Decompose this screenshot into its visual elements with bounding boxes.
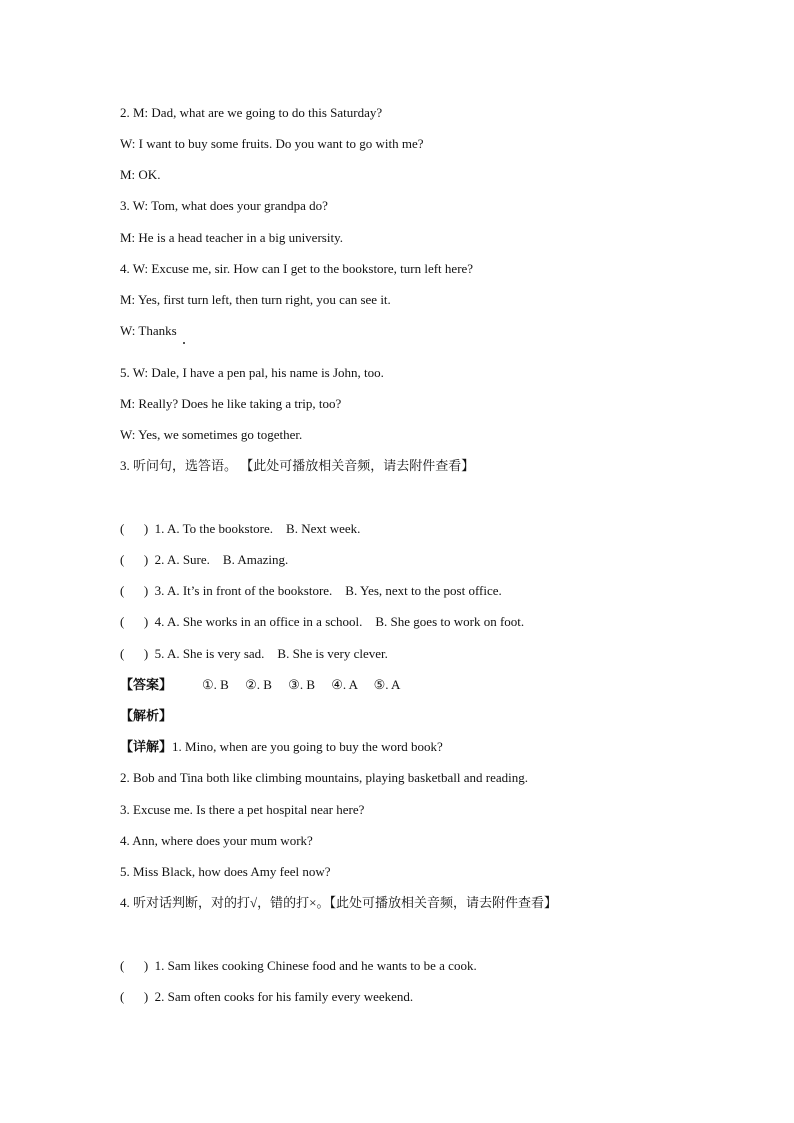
analysis-label: 【解析】	[120, 708, 173, 723]
stray-mark	[183, 342, 185, 344]
detail-line: 1. Mino, when are you going to buy the word book?	[172, 739, 443, 754]
question-item: ( ) 1. A. To the bookstore. B. Next week.	[120, 521, 361, 536]
section-3-heading: 3. 听问句，选答语。 【此处可播放相关音频，请去附件查看】	[120, 458, 475, 473]
dialogue-line: M: He is a head teacher in a big university.	[120, 230, 343, 245]
dialogue-line: 2. M: Dad, what are we going to do this Saturday?	[120, 105, 383, 120]
dialogue-line: W: I want to buy some fruits. Do you want to go with me?	[120, 136, 424, 151]
dialogue-line: 4. W: Excuse me, sir. How can I get to the bookstore, turn left here?	[120, 261, 474, 276]
detail-line: 3. Excuse me. Is there a pet hospital near here?	[120, 802, 365, 817]
dialogue-line: M: OK.	[120, 167, 161, 182]
detail-line: 2. Bob and Tina both like climbing mountains, playing basketball and reading.	[120, 770, 529, 785]
dialogue-line: W: Yes, we sometimes go together.	[120, 427, 303, 442]
section-4-heading: 4. 听对话判断，对的打√，错的打×。【此处可播放相关音频，请去附件查看】	[120, 895, 557, 910]
dialogue-line: 3. W: Tom, what does your grandpa do?	[120, 198, 328, 213]
question-item: ( ) 2. Sam often cooks for his family every weekend.	[120, 989, 414, 1004]
detail-row	[120, 739, 443, 755]
detail-line: 4. Ann, where does your mum work?	[120, 833, 313, 848]
answer-values: ①. B ②. B ③. B ④. A ⑤. A	[202, 677, 401, 692]
question-item: ( ) 5. A. She is very sad. B. She is very clever.	[120, 646, 388, 661]
question-item: ( ) 2. A. Sure. B. Amazing.	[120, 552, 289, 567]
dialogue-line: W: Thanks	[120, 323, 177, 338]
detail-label: 【详解】	[120, 739, 173, 754]
answer-row	[120, 677, 400, 693]
question-item: ( ) 1. Sam likes cooking Chinese food and he wants to be a cook.	[120, 958, 477, 973]
dialogue-line: 5. W: Dale, I have a pen pal, his name is John, too.	[120, 365, 384, 380]
answer-label: 【答案】	[120, 677, 173, 692]
dialogue-line: M: Yes, first turn left, then turn right, you can see it.	[120, 292, 391, 307]
question-item: ( ) 4. A. She works in an office in a school. B. She goes to work on foot.	[120, 614, 525, 629]
dialogue-line: M: Really? Does he like taking a trip, too?	[120, 396, 342, 411]
question-item: ( ) 3. A. It’s in front of the bookstore. B. Yes, next to the post office.	[120, 583, 502, 598]
detail-line: 5. Miss Black, how does Amy feel now?	[120, 864, 331, 879]
